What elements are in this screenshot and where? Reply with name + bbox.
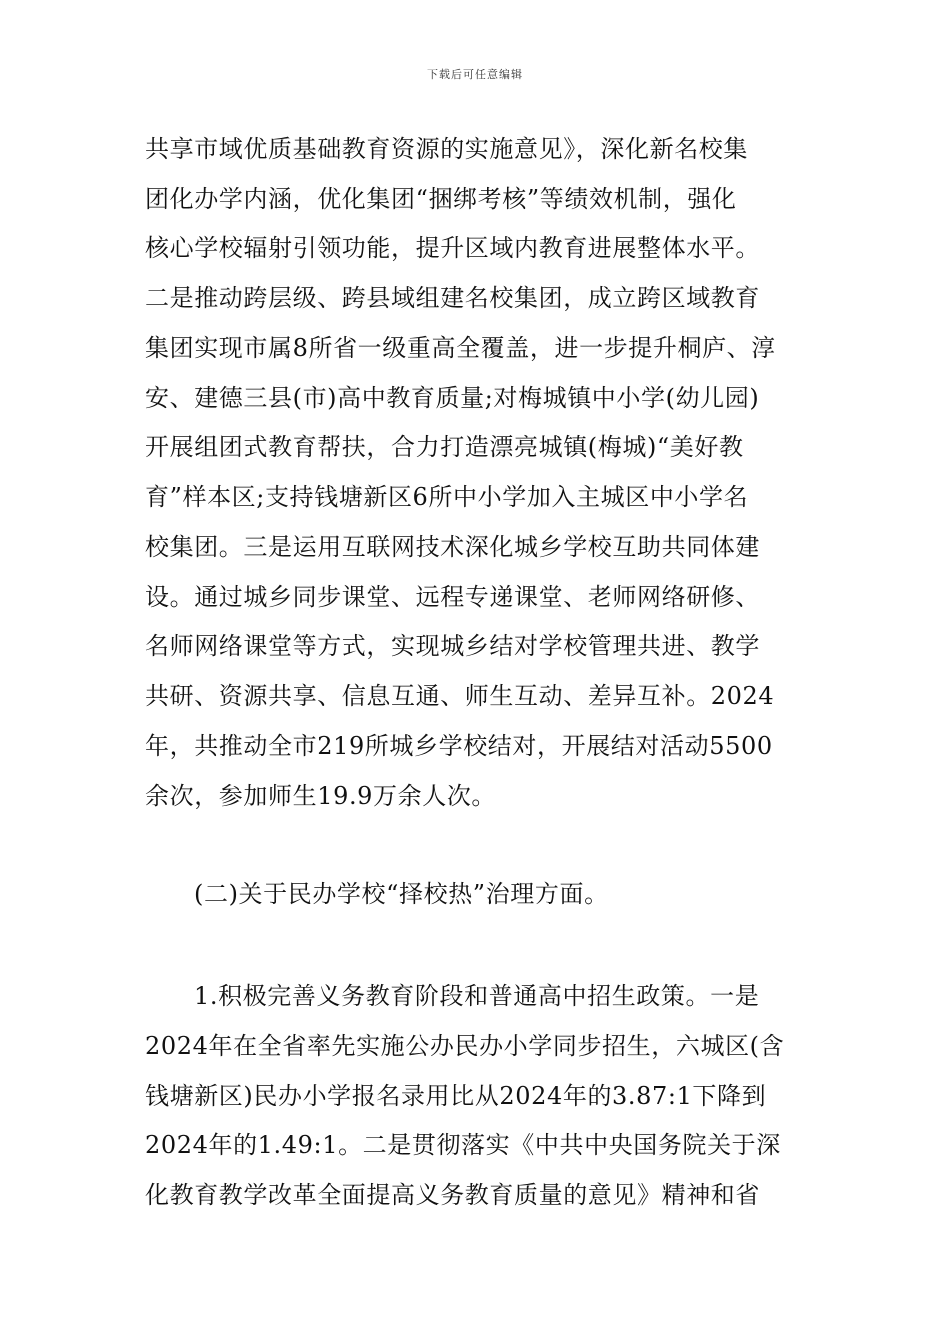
text-line: 安、建德三县(市)高中教育质量;对梅城镇中小学(幼儿园) — [145, 384, 760, 412]
text-line: 集团实现市属8所省一级重高全覆盖，进一步提升桐庐、淳 — [145, 334, 776, 362]
text-line: 1.积极完善义务教育阶段和普通高中招生政策。一是 — [194, 982, 760, 1010]
text-line: 年，共推动全市219所城乡学校结对，开展结对活动5500 — [145, 732, 773, 760]
text-line: 共享市域优质基础教育资源的实施意见》，深化新名校集 — [145, 135, 748, 163]
page-header-note: 下载后可任意编辑 — [427, 68, 523, 81]
text-line: 设。通过城乡同步课堂、远程专递课堂、老师网络研修、 — [145, 583, 760, 611]
text-line: 名师网络课堂等方式，实现城乡结对学校管理共进、教学 — [145, 632, 760, 660]
text-line: 开展组团式教育帮扶，合力打造漂亮城镇(梅城)“美好教 — [145, 433, 744, 461]
text-line: 二是推动跨层级、跨县域组建名校集团，成立跨区域教育 — [145, 284, 760, 312]
text-line: 2024年的1.49:1。二是贯彻落实《中共中央国务院关于深 — [145, 1131, 781, 1159]
text-line: 钱塘新区)民办小学报名录用比从2024年的3.87:1下降到 — [145, 1082, 767, 1110]
text-line: 核心学校辐射引领功能，提升区域内教育进展整体水平。 — [145, 234, 760, 262]
text-line: 2024年在全省率先实施公办民办小学同步招生，六城区(含 — [145, 1032, 785, 1060]
text-line: 化教育教学改革全面提高义务教育质量的意见》精神和省 — [145, 1181, 760, 1209]
text-line: 共研、资源共享、信息互通、师生互动、差异互补。2024 — [145, 682, 775, 710]
text-line: 校集团。三是运用互联网技术深化城乡学校互助共同体建 — [145, 533, 760, 561]
text-line: 余次，参加师生19.9万余人次。 — [145, 782, 497, 810]
text-line: 团化办学内涵，优化集团“捆绑考核”等绩效机制，强化 — [145, 185, 737, 213]
section-heading: (二)关于民办学校“择校热”治理方面。 — [194, 880, 609, 908]
text-line: 育”样本区;支持钱塘新区6所中小学加入主城区中小学名 — [145, 483, 749, 511]
